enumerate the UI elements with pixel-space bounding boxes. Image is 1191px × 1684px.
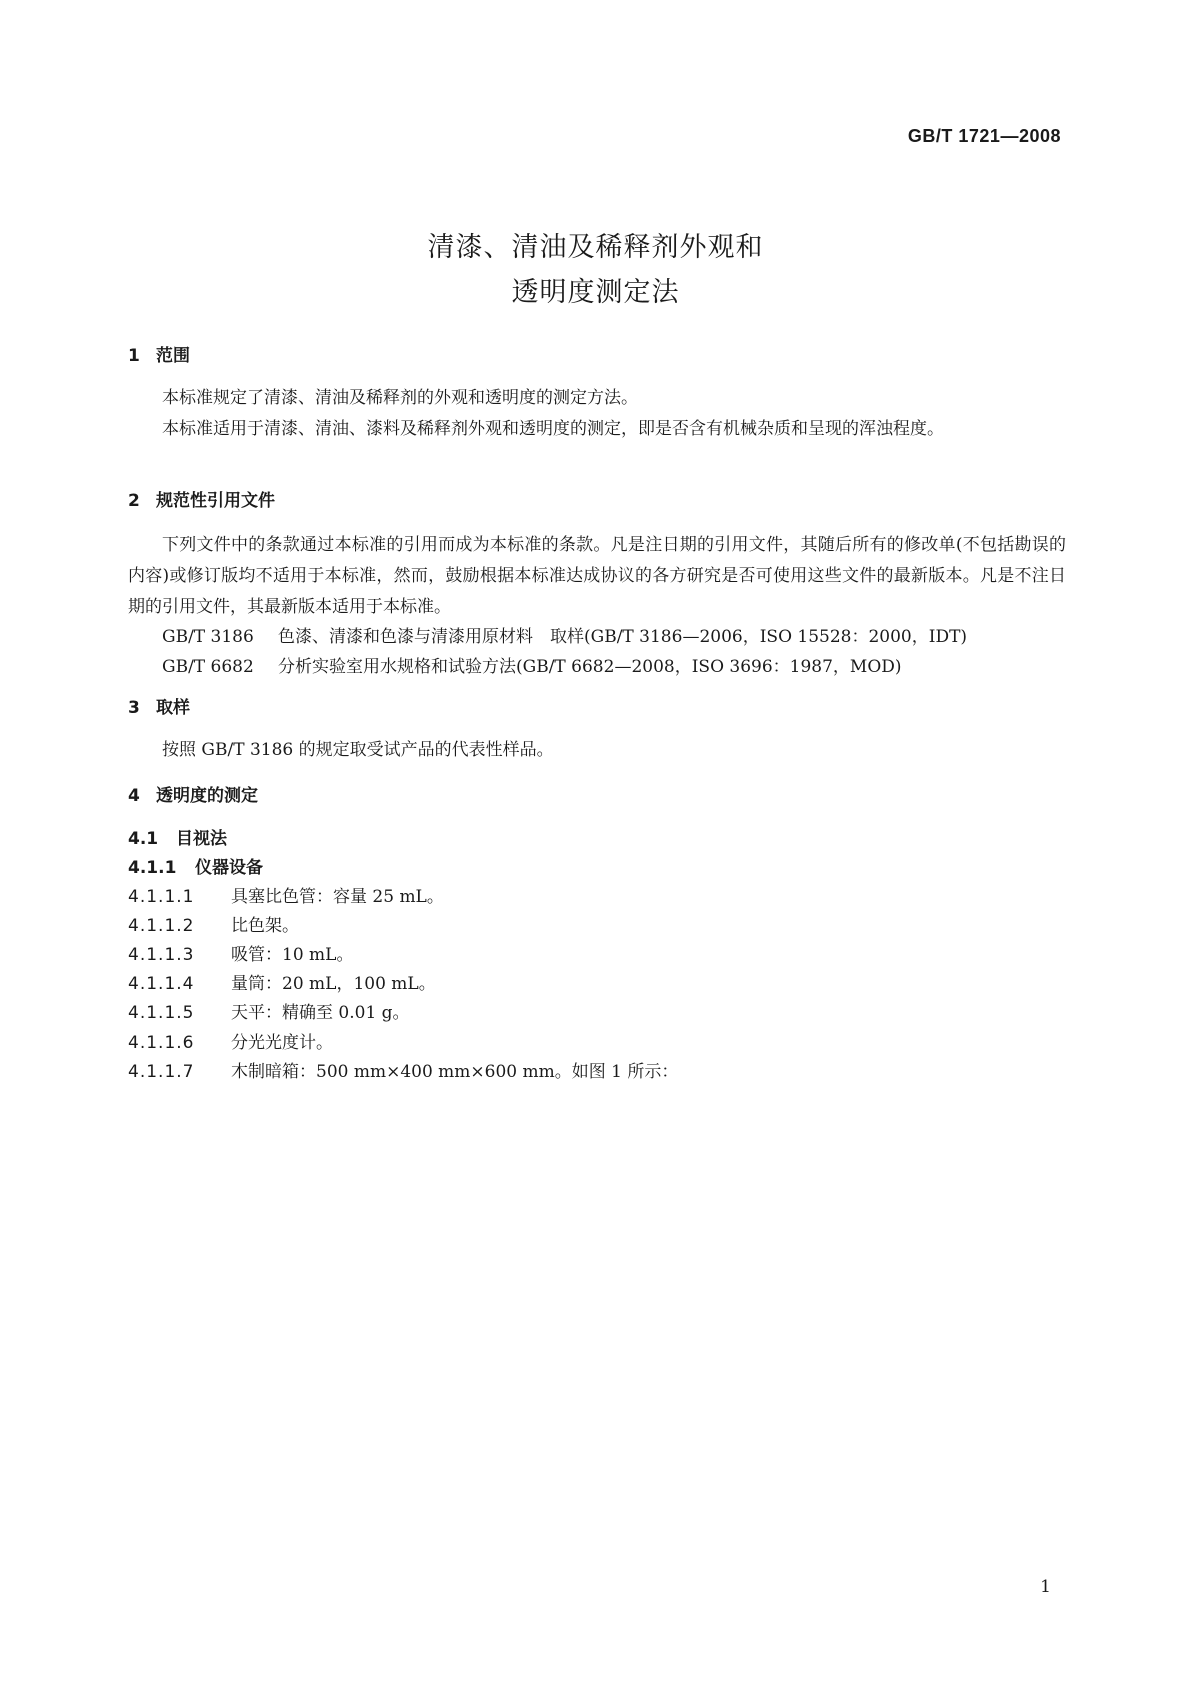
reference-text: 色漆、清漆和色漆与清漆用原材料 取样(GB/T 3186—2006，ISO 15528：2000，IDT): [278, 627, 968, 647]
reference-code: GB/T 6682: [162, 657, 254, 677]
section-2-heading: [128, 489, 275, 513]
item-text: 木制暗箱：500 mm×400 mm×600 mm。如图 1 所示：: [231, 1062, 679, 1082]
section-3-paragraph-1: 按照 GB/T 3186 的规定取受试产品的代表性样品。: [162, 740, 554, 760]
item-text: 比色架。: [231, 916, 299, 936]
section-title: 规范性引用文件: [156, 491, 275, 511]
item-text: 天平：精确至 0.01 g。: [231, 1003, 410, 1023]
item-text: 分光光度计。: [231, 1033, 333, 1053]
reference-text: 分析实验室用水规格和试验方法(GB/T 6682—2008，ISO 3696：1987，MOD): [278, 657, 902, 677]
section-number: 3: [128, 698, 140, 718]
section-title: 取样: [156, 698, 190, 718]
subsection-4-1-heading: [128, 827, 227, 851]
section-number: 2: [128, 491, 140, 511]
item-number: 4.1.1.1: [128, 887, 195, 907]
section-1-paragraph-1: 本标准规定了清漆、清油及稀释剂的外观和透明度的测定方法。: [162, 388, 638, 408]
section-2-paragraph-1: 下列文件中的条款通过本标准的引用而成为本标准的条款。凡是注日期的引用文件，其随后所有的修改单(不包括勘误的内容)或修订版均不适用于本标准，然而，鼓励根据本标准达成协议的各方研究是否可使用这些文件的最新版本。凡是不注日期的引用文件，其最新版本适用于本标准。: [128, 535, 1066, 617]
section-title: 透明度的测定: [156, 786, 258, 806]
equipment-item: [128, 1001, 410, 1025]
reference-code: GB/T 3186: [162, 627, 254, 647]
equipment-item: [128, 885, 444, 909]
item-number: 4.1.1.2: [128, 916, 195, 936]
section-title: 仪器设备: [195, 858, 263, 878]
section-title: 范围: [156, 346, 190, 366]
normative-reference: [162, 625, 967, 649]
section-4-heading: [128, 784, 258, 808]
equipment-item: [128, 914, 299, 938]
item-number: 4.1.1.3: [128, 945, 195, 965]
item-text: 具塞比色管：容量 25 mL。: [231, 887, 444, 907]
section-title: 目视法: [176, 829, 227, 849]
equipment-item: [128, 943, 353, 967]
page-number: 1: [1040, 1577, 1051, 1597]
subsection-4-1-1-heading: [128, 856, 263, 880]
document-title-line-1: 清漆、清油及稀释剂外观和: [427, 232, 764, 263]
section-1-paragraph-2: 本标准适用于清漆、清油、漆料及稀释剂外观和透明度的测定，即是否含有机械杂质和呈现的浑浊程度。: [162, 419, 944, 439]
item-number: 4.1.1.6: [128, 1033, 195, 1053]
item-text: 量筒：20 mL，100 mL。: [231, 974, 436, 994]
section-number: 4: [128, 786, 140, 806]
equipment-item: [128, 1060, 678, 1084]
standard-number: GB/T 1721—2008: [907, 126, 1061, 146]
section-3-heading: [128, 696, 190, 720]
section-number: 1: [128, 346, 140, 366]
equipment-item: [128, 1031, 333, 1055]
normative-reference: [162, 655, 902, 679]
section-1-heading: [128, 344, 190, 368]
item-number: 4.1.1.7: [128, 1062, 195, 1082]
item-text: 吸管：10 mL。: [231, 945, 354, 965]
document-title-line-2: 透明度测定法: [511, 277, 680, 308]
equipment-item: [128, 972, 436, 996]
section-number: 4.1.1: [128, 858, 177, 878]
item-number: 4.1.1.4: [128, 974, 195, 994]
item-number: 4.1.1.5: [128, 1003, 195, 1023]
section-number: 4.1: [128, 829, 159, 849]
